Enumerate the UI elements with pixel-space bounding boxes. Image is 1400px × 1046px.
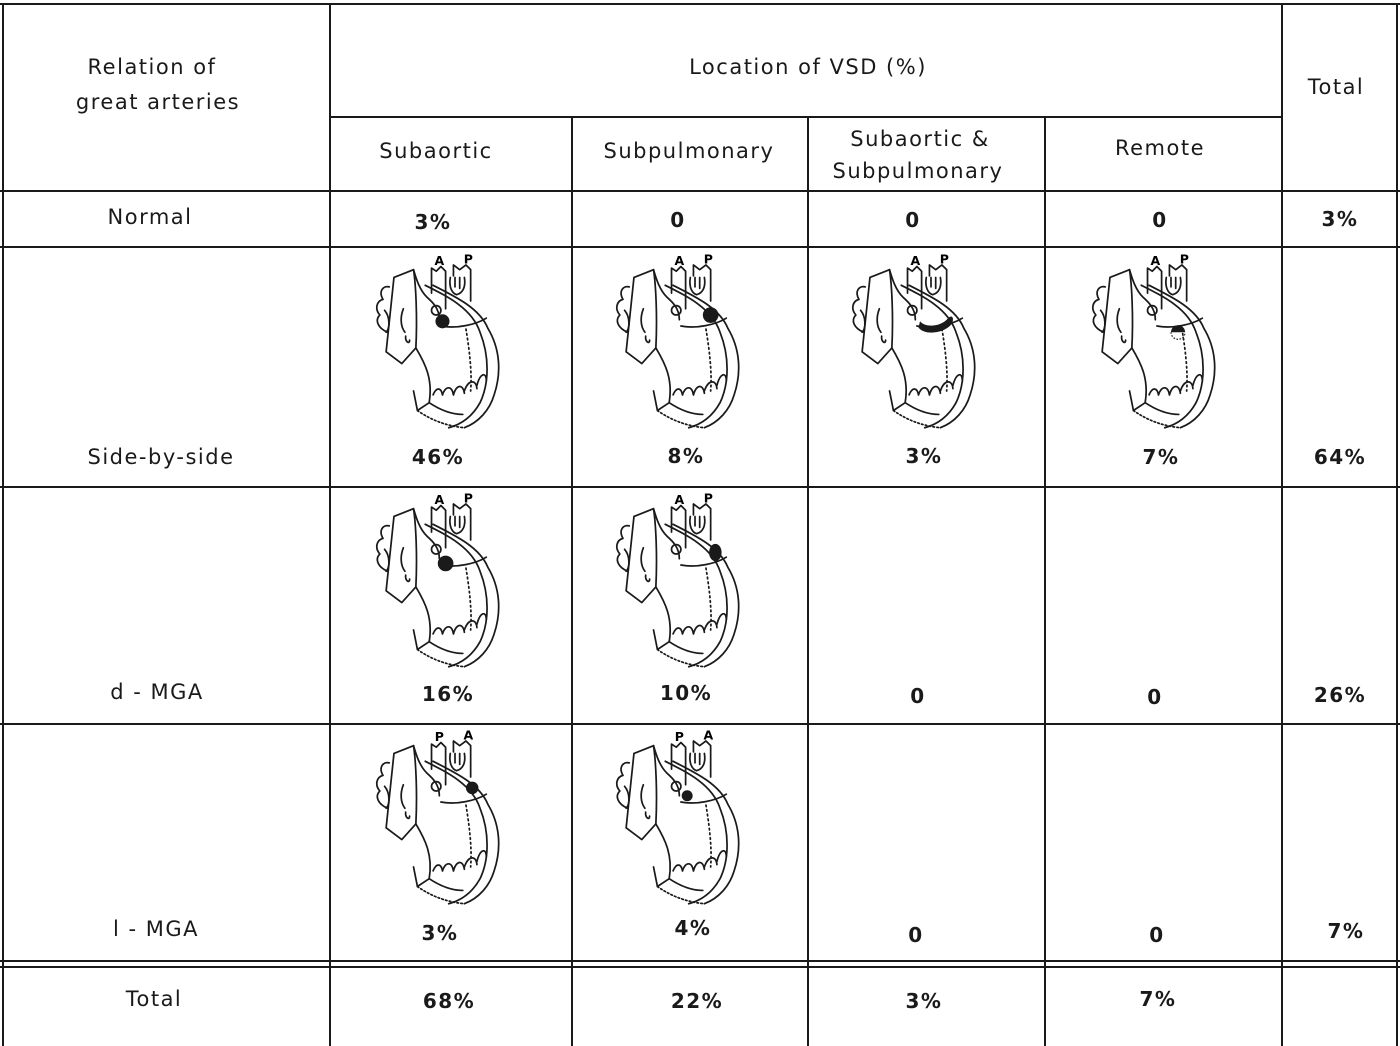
cell-sbs-subpulmonary: 8%: [667, 444, 705, 468]
row-header-line2: great arteries: [75, 90, 241, 114]
rule-d-bottom: [0, 723, 1400, 725]
cell-normal-subaortic: 3%: [414, 210, 452, 234]
heart-diagram-sbs-subpulmonary: [592, 254, 762, 434]
vsd-mark: [918, 317, 952, 333]
rule-top: [0, 3, 1400, 5]
group-header: Location of VSD (%): [689, 55, 927, 79]
row-label-l-mga: l - MGA: [112, 917, 200, 941]
cell-d-total: 26%: [1313, 683, 1367, 707]
label-great-artery-left: A: [1150, 254, 1161, 268]
cell-total-subpulmonary: 22%: [670, 989, 724, 1013]
rule-col1: [329, 3, 331, 1046]
label-great-artery-right: P: [939, 254, 949, 267]
vsd-mark: [682, 790, 693, 801]
heart-diagram-l-subpulmonary: [592, 730, 762, 910]
rule-right: [1396, 3, 1398, 1046]
column-header-remote: Remote: [1114, 136, 1206, 160]
row-label-side-by-side: Side-by-side: [87, 445, 235, 469]
vsd-mark: [703, 307, 719, 323]
column-header-subpulmonary: Subpulmonary: [603, 139, 775, 163]
heart-diagram-sbs-remote: [1068, 254, 1238, 434]
cell-normal-remote: 0: [1152, 208, 1168, 232]
cell-d-remote: 0: [1147, 685, 1163, 709]
row-label-d-mga: d - MGA: [110, 680, 204, 704]
rule-left: [2, 3, 4, 1046]
cell-l-subaortic: 3%: [421, 921, 459, 945]
cell-normal-total: 3%: [1321, 207, 1359, 231]
heart-diagram-d-subaortic: [352, 493, 522, 673]
row-header-line1: Relation of: [87, 55, 217, 79]
cell-l-both: 0: [908, 923, 924, 947]
rule-col2: [571, 116, 573, 1046]
rule-col4: [1044, 116, 1046, 1046]
rule-l-bottom-2: [0, 966, 1400, 968]
column-header-subaortic: Subaortic: [379, 139, 493, 163]
row-label-total: Total: [125, 987, 183, 1011]
label-great-artery-right: P: [463, 493, 473, 506]
label-great-artery-right: A: [703, 730, 714, 743]
column-header-both-line1: Subaortic &: [850, 127, 990, 151]
label-great-artery-right: P: [703, 493, 713, 506]
rule-l-bottom-1: [0, 960, 1400, 962]
heart-diagram-sbs-both: [828, 254, 998, 434]
cell-d-subpulmonary: 10%: [659, 681, 713, 705]
label-great-artery-left: A: [674, 254, 685, 268]
label-great-artery-right: A: [463, 730, 474, 743]
vsd-mark: [438, 556, 454, 572]
cell-d-both: 0: [910, 684, 926, 708]
vsd-mark: [466, 782, 479, 795]
label-great-artery-left: A: [434, 254, 445, 268]
cell-l-total: 7%: [1327, 919, 1365, 943]
label-great-artery-left: A: [910, 254, 921, 268]
rule-header-bottom: [0, 190, 1400, 192]
cell-l-subpulmonary: 4%: [674, 916, 712, 940]
row-label-normal: Normal: [107, 205, 193, 229]
cell-sbs-subaortic: 46%: [411, 445, 465, 469]
rule-subheader: [330, 116, 1282, 118]
cell-normal-subpulmonary: 0: [670, 208, 686, 232]
label-great-artery-left: A: [674, 493, 685, 507]
cell-sbs-total: 64%: [1313, 445, 1367, 469]
rule-col3: [807, 116, 809, 1046]
label-great-artery-right: P: [703, 254, 713, 267]
vsd-mark: [435, 314, 449, 328]
heart-diagram-sbs-subaortic: [352, 254, 522, 434]
label-great-artery-left: P: [674, 730, 684, 744]
cell-total-remote: 7%: [1139, 987, 1177, 1011]
rule-sbs-bottom: [0, 486, 1400, 488]
cell-total-both: 3%: [905, 989, 943, 1013]
cell-normal-both: 0: [905, 208, 921, 232]
label-great-artery-left: P: [434, 730, 444, 744]
label-great-artery-left: A: [434, 493, 445, 507]
heart-diagram-l-subaortic: [352, 730, 522, 910]
rule-normal-bottom: [0, 246, 1400, 248]
label-great-artery-right: P: [1179, 254, 1189, 267]
cell-d-subaortic: 16%: [421, 682, 475, 706]
cell-sbs-remote: 7%: [1142, 445, 1180, 469]
column-header-both-line2: Subpulmonary: [832, 159, 1004, 183]
cell-total-subaortic: 68%: [422, 989, 476, 1013]
label-great-artery-right: P: [463, 254, 473, 267]
vsd-mark: [709, 544, 722, 561]
heart-diagram-d-subpulmonary: [592, 493, 762, 673]
cell-l-remote: 0: [1149, 923, 1165, 947]
total-column-header: Total: [1307, 75, 1365, 99]
rule-col5: [1281, 3, 1283, 1046]
cell-sbs-both: 3%: [905, 444, 943, 468]
